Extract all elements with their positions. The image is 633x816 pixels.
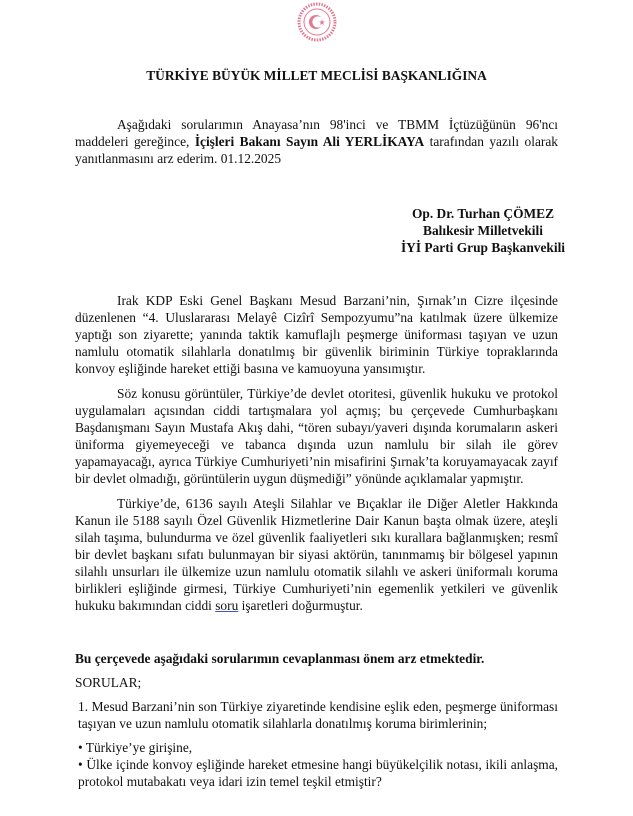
- signatory-title: İYİ Parti Grup Başkanvekili: [400, 240, 566, 255]
- question-1: 1. Mesud Barzani’nin son Türkiye ziyaretinde kendisine eşlik eden, peşmerge üniforması taşıyan ve uzun namlulu otomatik silahlarla donatılmış koruma birimlerinin;: [78, 699, 558, 731]
- minister-name: İçişleri Bakanı Sayın Ali YERLİKAYA: [194, 134, 425, 149]
- intro-text: Aşağıdaki sorularımın Anayasa’nın 98'inci ve TBMM İçtüzüğünün 96'ncı maddeleri gereğince,: [75, 117, 558, 149]
- intro-date-text: tarafından yazılı olarak yanıtlanmasını arz ederim. 01.12.2025: [75, 134, 558, 166]
- signatory-role: Balıkesir Milletvekili: [423, 223, 543, 238]
- document-title: TÜRKİYE BÜYÜK MİLLET MECLİSİ BAŞKANLIĞINA: [146, 68, 487, 83]
- bullet-item: • Türkiye’ye girişine,: [78, 740, 193, 755]
- paragraph-text: Türkiye’de, 6136 sayılı Ateşli Silahlar ve Bıçaklar ile Diğer Aletler Hakkında Kanun ile 5188 sayılı Özel Güvenlik Hizmetlerine Dair Kanun başta olmak üzere, ateşli silah taşıma, bulundurma ve özel güvenlik faaliyetleri sıkı kurallara bağlanmışken; resmî bir devlet başkanı sıfatı bulunmayan bir siyasi aktörün, tanınmamış bir bölgesel yapının silahlı unsurları ile ülkemize uzun namlulu otomatik silahlı ve askeri üniformalı koruma birlikleri eşliğinde girmesi, Türkiye Cumhuriyeti’nin egemenlik yetkileri ve güvenlik hukuku bakımından ciddi: [75, 496, 558, 613]
- questions-heading: SORULAR;: [75, 675, 142, 690]
- tbmm-seal-logo: [297, 2, 337, 42]
- signatory-name: Op. Dr. Turhan ÇÖMEZ: [411, 206, 554, 221]
- paragraph-tail: işaretleri doğurmuştur.: [238, 598, 363, 613]
- intro-paragraph: [75, 116, 558, 167]
- signature-block: [400, 205, 566, 256]
- document-body: [75, 116, 566, 790]
- underlined-word: soru: [215, 598, 239, 613]
- body-paragraph-1: Irak KDP Eski Genel Başkanı Mesud Barzani’nin, Şırnak’ın Cizre ilçesinde düzenlenen “4. Uluslararası Melayê Cizîrî Sempozyumu”na katılmak üzere ülkemize yaptığı son ziyarette; yanında taktik kamuflajlı peşmerge üniforması taşıyan ve uzun namlulu otomatik silahlarla donatılmış bir güvenlik biriminin Türkiye topraklarında konvoy eşliğinde hareket ettiği basına ve kamuoyuna yansımıştır.: [75, 293, 558, 376]
- body-paragraph-2: Söz konusu görüntüler, Türkiye’de devlet otoritesi, güvenlik hukuku ve protokol uygulamaları açısından ciddi tartışmalara yol açmış; bu çerçevede Cumhurbaşkanı Başdanışmanı Sayın Mustafa Akış dahi, “tören subayı/yaveri dışında korumaların askeri üniforma giyemeyeceği ve tabanca dışında uzun namlulu bir silah ile görev yapamayacağı, ayrıca Türkiye Cumhuriyeti’nin misafirini Şırnak’ta koruyamayacak zayıf bir devlet olmadığı, görüntülerin uygun düşmediği” yönünde açıklamalar yapmıştır.: [75, 386, 558, 486]
- request-line: Bu çerçevede aşağıdaki sorularımın cevaplanması önem arz etmektedir.: [75, 651, 485, 666]
- bullet-item: • Ülke içinde konvoy eşliğinde hareket etmesine hangi büyükelçilik notası, ikili anlaşma, protokol mutabakatı veya idari izin temel teşkil etmiştir?: [78, 757, 558, 789]
- body-paragraph-3: [75, 495, 558, 614]
